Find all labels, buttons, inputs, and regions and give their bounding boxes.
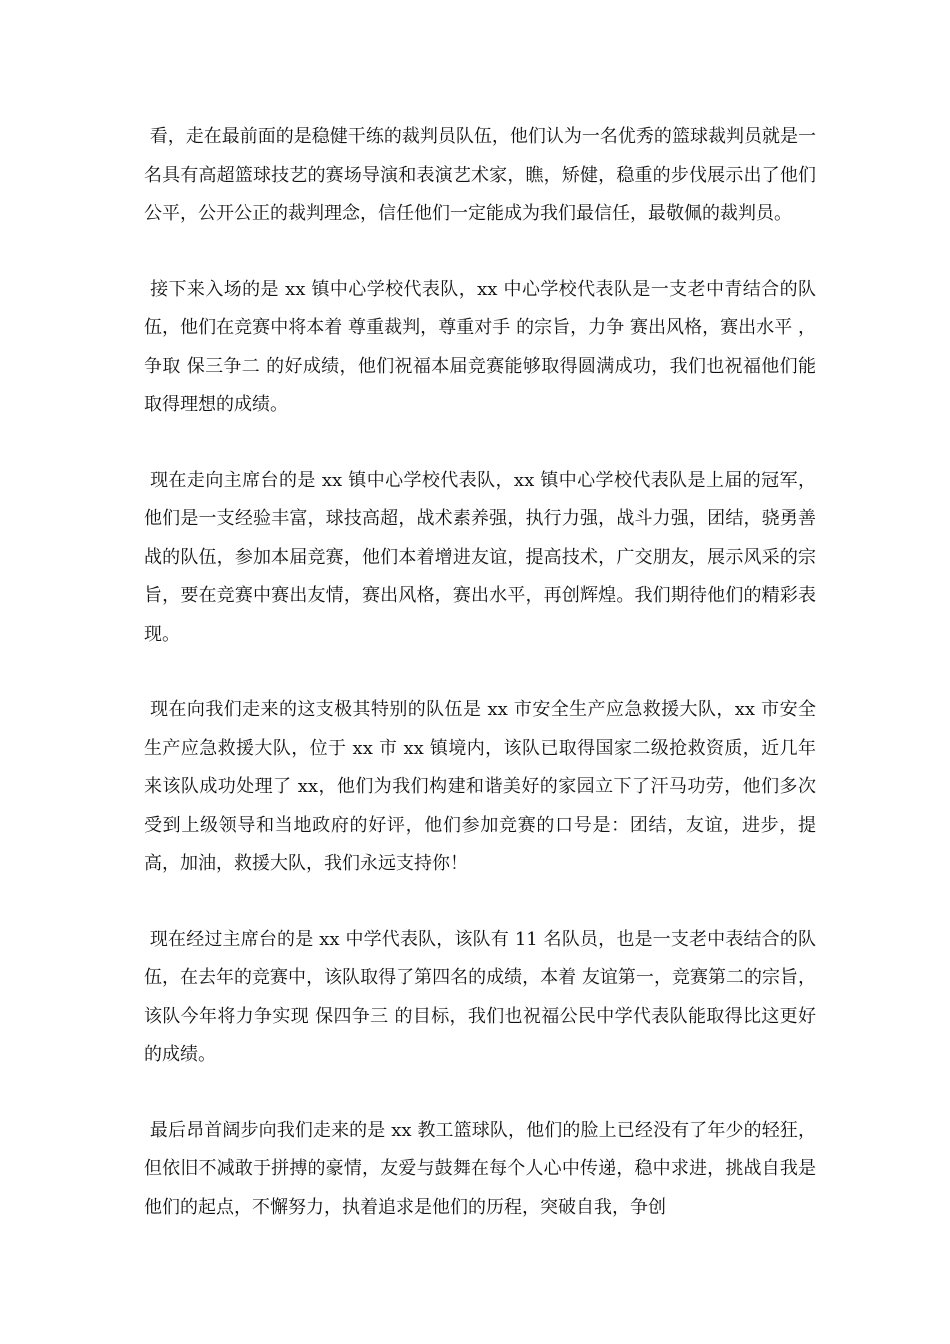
paragraph-middle-school: 现在经过主席台的是 xx 中学代表队，该队有 11 名队员，也是一支老中表结合的队伍，在去年的竞赛中，该队取得了第四名的成绩，本着 友谊第一，竞赛第二的宗旨，该队今年将力争实现 保四争三 的目标，我们也祝福公民中学代表队能取得比这更好的成绩。 xyxy=(144,928,816,1065)
paragraph-referees: 看，走在最前面的是稳健干练的裁判员队伍，他们认为一名优秀的篮球裁判员就是一名具有高超篮球技艺的赛场导演和表演艺术家，瞧，矫健，稳重的步伐展示出了他们公平，公开公正的裁判理念，信任他们一定能成为我们最信任，最敬佩的裁判员。 xyxy=(144,126,816,224)
document-body xyxy=(144,118,816,1227)
paragraph-town-center-school-1: 接下来入场的是 xx 镇中心学校代表队，xx 中心学校代表队是一支老中青结合的队伍，他们在竞赛中将本着 尊重裁判，尊重对手 的宗旨，力争 赛出风格，赛出水平 ，争取 保三争二 的好成绩，他们祝福本届竞赛能够取得圆满成功，我们也祝福他们能取得理想的成绩。 xyxy=(144,278,816,415)
paragraph-faculty-team: 最后昂首阔步向我们走来的是 xx 教工篮球队，他们的脸上已经没有了年少的轻狂，但依旧不减敢于拼搏的豪情，友爱与鼓舞在每个人心中传递，稳中求进，挑战自我是他们的起点，不懈努力，执着追求是他们的历程，突破自我，争创 xyxy=(144,1119,816,1218)
paragraph-rescue-brigade: 现在向我们走来的这支极其特别的队伍是 xx 市安全生产应急救援大队，xx 市安全生产应急救援大队，位于 xx 市 xx 镇境内，该队已取得国家二级抢救资质，近几年来该队成功处理了 xx，他们为我们构建和谐美好的家园立下了汗马功劳，他们多次受到上级领导和当地政府的好评，他们参加竞赛的口号是：团结，友谊，进步，提高，加油，救援大队，我们永远支持你！ xyxy=(144,699,816,874)
paragraph-town-center-school-2: 现在走向主席台的是 xx 镇中心学校代表队，xx 镇中心学校代表队是上届的冠军，他们是一支经验丰富，球技高超，战术素养强，执行力强，战斗力强，团结，骁勇善战的队伍，参加本届竞赛，他们本着增进友谊，提高技术，广交朋友，展示风采的宗旨，要在竞赛中赛出友情，赛出风格，赛出水平，再创辉煌。我们期待他们的精彩表现。 xyxy=(144,469,816,645)
